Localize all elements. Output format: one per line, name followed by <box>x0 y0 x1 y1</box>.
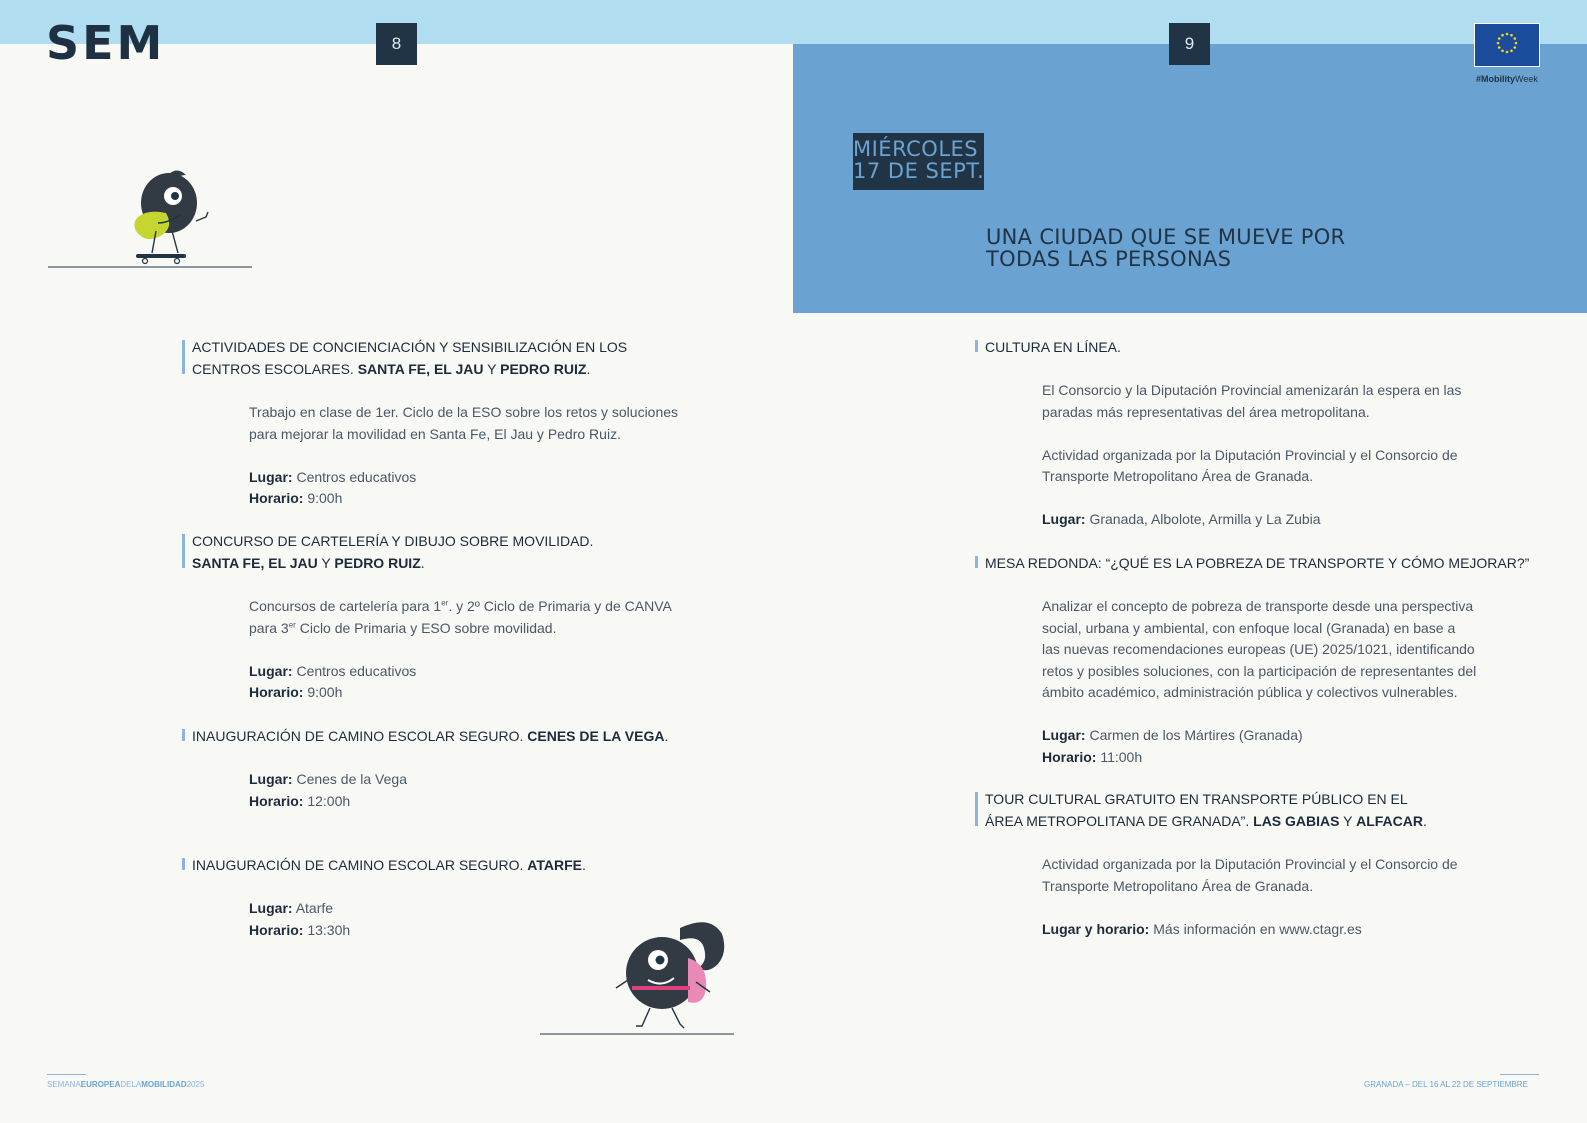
day-title: UNA CIUDAD QUE SE MUEVE POR TODAS LAS PERSONAS <box>986 225 1346 271</box>
walking-mascot-illustration <box>540 918 735 1044</box>
footer-rule-right <box>1500 1074 1539 1075</box>
section-body-awareness: Trabajo en clase de 1er. Ciclo de la ESO sobre los retos y soluciones para mejorar la movilidad en Santa Fe, El Jau y Pedro Ruiz. Lugar: Centros educativos Horario: 9:00h <box>249 404 679 506</box>
section-heading-cenes: INAUGURACIÓN DE CAMINO ESCOLAR SEGURO. CENES DE LA VEGA. <box>192 726 668 748</box>
day-date: MIÉRCOLES 17 DE SEPT. <box>853 137 985 183</box>
section-heading-poster-contest: CONCURSO DE CARTELERÍA Y DIBUJO SOBRE MOVILIDAD. SANTA FE, EL JAU Y PEDRO RUIZ. <box>192 531 593 574</box>
footer-location-dates: GRANADA – DEL 16 AL 22 DE SEPTIEMBRE <box>1364 1080 1528 1089</box>
section-heading-round-table: MESA REDONDA: “¿QUÉ ES LA POBREZA DE TRANSPORTE Y CÓMO MEJORAR?” <box>985 553 1529 575</box>
skateboard-mascot-illustration <box>46 165 254 272</box>
top-band <box>0 0 1587 44</box>
section-heading-culture-online: CULTURA EN LÍNEA. <box>985 337 1121 359</box>
footer-event-name: SEMANAEUROPEADELAMOBILIDAD2025 <box>47 1080 205 1089</box>
section-body-round-table: Analizar el concepto de pobreza de transporte desde una perspectiva social, urbana y ambiental, con enfoque local (Granada) en base a las nuevas recomendaciones europeas (UE) 2025/1021, identificando retos y posibles soluciones, con la participación de representantes del ámbito académico, administración pública y colectivos vulnerables. Lugar: Carmen de los Mártires (Granada) Horario: 11:00h <box>1042 598 1477 765</box>
section-body-culture-online: El Consorcio y la Diputación Provincial amenizarán la espera en las paradas más representativas del área metropolitana. Actividad organizada por la Diputación Provincial y el Consorcio de Transporte Metropolitano Área de Granada. Lugar: Granada, Albolote, Armilla y La Zubia <box>1042 382 1462 527</box>
section-heading-atarfe: INAUGURACIÓN DE CAMINO ESCOLAR SEGURO. ATARFE. <box>192 855 586 877</box>
section-heading-cultural-tour: TOUR CULTURAL GRATUITO EN TRANSPORTE PÚBLICO EN EL ÁREA METROPOLITANA DE GRANADA”. LAS GABIAS Y ALFACAR. <box>985 789 1427 832</box>
section-body-atarfe: Lugar: Atarfe Horario: 13:30h <box>249 900 351 938</box>
page-number-right: 9 <box>1169 23 1210 65</box>
section-body-cultural-tour: Actividad organizada por la Diputación Provincial y el Consorcio de Transporte Metropolitano Área de Granada. Lugar y horario: Más información en www.ctagr.es <box>1042 856 1458 937</box>
mobility-week-hashtag: #MobilityWeek <box>1476 74 1538 84</box>
section-heading-awareness: ACTIVIDADES DE CONCIENCIACIÓN Y SENSIBILIZACIÓN EN LOS CENTROS ESCOLARES. SANTA FE, EL JAU Y PEDRO RUIZ. <box>192 337 627 380</box>
footer-rule-left <box>47 1074 86 1075</box>
page-number-left: 8 <box>376 23 417 65</box>
eu-flag-icon <box>1474 23 1540 67</box>
section-body-cenes: Lugar: Cenes de la Vega Horario: 12:00h <box>249 771 407 809</box>
section-body-poster-contest: Concursos de cartelería para 1er. y 2º Ciclo de Primaria y de CANVA para 3er Ciclo de Primaria y ESO sobre movilidad. Lugar: Centros educativos Horario: 9:00h <box>249 598 672 700</box>
sem-logo: SEM <box>46 16 166 70</box>
